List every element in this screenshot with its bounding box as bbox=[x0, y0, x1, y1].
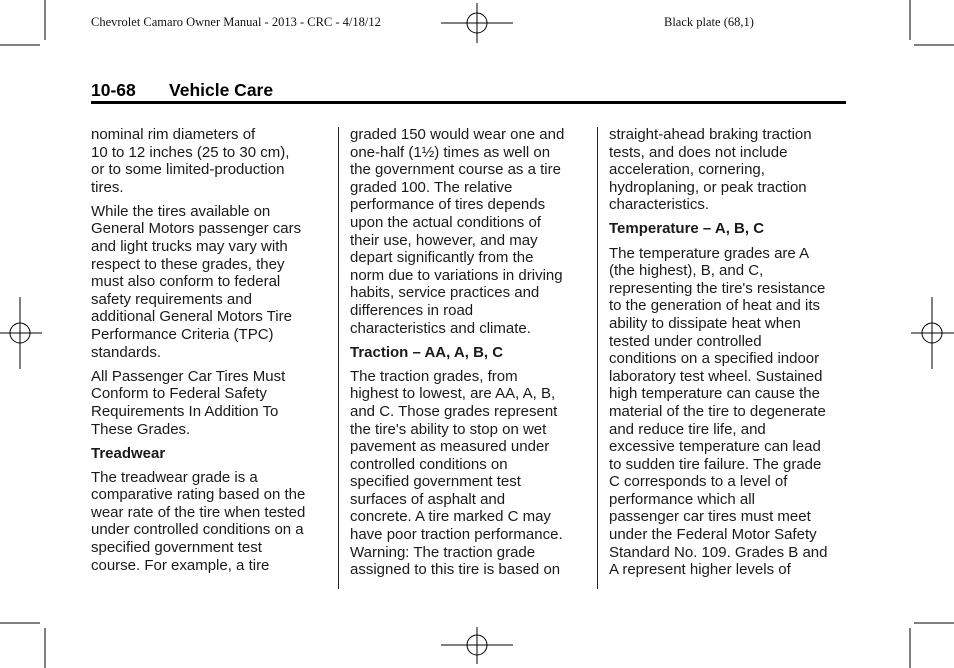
heading-traction: Traction – AA, A, B, C bbox=[350, 343, 504, 361]
column-divider-1 bbox=[338, 127, 339, 589]
text-line: excessive temperature can lead bbox=[609, 438, 821, 456]
text-line: high temperature can cause the bbox=[609, 385, 820, 403]
text-line: ability to dissipate heat when bbox=[609, 314, 801, 332]
text-line: conditions on a specified indoor bbox=[609, 350, 820, 368]
text-line: differences in road bbox=[350, 301, 474, 319]
paragraph-temperature bbox=[609, 245, 845, 579]
text-line: straight-ahead braking traction bbox=[609, 126, 812, 143]
text-line: habits, service practices and bbox=[350, 284, 540, 302]
text-line: C corresponds to a level of bbox=[609, 473, 788, 491]
text-line: highest to lowest, are AA, A, B, bbox=[350, 385, 556, 403]
print-slug-right: Black plate (68,1) bbox=[664, 15, 754, 29]
text-line: graded 100. The relative bbox=[350, 178, 513, 196]
text-line: specified government test bbox=[350, 473, 521, 491]
text-line: controlled conditions on bbox=[350, 455, 508, 473]
text-line: tested under controlled bbox=[609, 332, 762, 350]
text-line: (the highest), B, and C, bbox=[609, 262, 764, 280]
text-line: concrete. A tire marked C may bbox=[350, 508, 551, 526]
paragraph-rim-diameters bbox=[91, 126, 327, 196]
text-line: the tire's ability to stop on wet bbox=[350, 420, 547, 438]
text-column-2 bbox=[350, 126, 586, 585]
text-line: Requirements In Addition To bbox=[91, 402, 279, 420]
text-line: have poor traction performance. bbox=[350, 526, 563, 544]
text-line: additional General Motors Tire bbox=[91, 308, 292, 326]
paragraph-treadwear bbox=[91, 469, 327, 575]
text-line: safety requirements and bbox=[91, 290, 252, 308]
text-line: 10 to 12 inches (25 to 30 cm), bbox=[91, 143, 290, 161]
text-line: laboratory test wheel. Sustained bbox=[609, 367, 823, 385]
text-line: Standard No. 109. Grades B and bbox=[609, 543, 828, 561]
text-line: course. For example, a tire bbox=[91, 556, 270, 574]
text-line: under the Federal Motor Safety bbox=[609, 526, 817, 544]
heading-treadwear: Treadwear bbox=[91, 444, 166, 462]
heading-temperature: Temperature – A, B, C bbox=[609, 220, 765, 238]
text-line: or to some limited-production bbox=[91, 161, 285, 179]
paragraph-traction bbox=[350, 368, 586, 579]
column-divider-2 bbox=[597, 127, 598, 589]
section-title: Vehicle Care bbox=[169, 80, 274, 100]
paragraph-traction-continued bbox=[609, 126, 845, 214]
text-line: one-half (1½) times as well on bbox=[350, 143, 551, 161]
text-line: The traction grades, from bbox=[350, 367, 518, 385]
page-header bbox=[91, 80, 846, 101]
text-line: tires. bbox=[91, 178, 124, 196]
text-line: their use, however, and may bbox=[350, 231, 538, 249]
text-column-1 bbox=[91, 126, 327, 581]
text-line: All Passenger Car Tires Must bbox=[91, 367, 286, 385]
registration-mark-top bbox=[441, 3, 513, 43]
text-line: Warning: The traction grade bbox=[350, 543, 536, 561]
text-line: characteristics and climate. bbox=[350, 319, 531, 337]
text-line: pavement as measured under bbox=[350, 438, 550, 456]
text-line: The treadwear grade is a bbox=[91, 468, 258, 486]
header-rule bbox=[91, 101, 846, 104]
text-line: nominal rim diameters of bbox=[91, 126, 256, 143]
text-line: A represent higher levels of bbox=[609, 561, 791, 579]
text-line: depart significantly from the bbox=[350, 249, 534, 267]
text-line: under controlled conditions on a bbox=[91, 521, 304, 539]
text-line: General Motors passenger cars bbox=[91, 220, 302, 238]
registration-mark-bottom bbox=[441, 627, 513, 664]
text-line: Conform to Federal Safety bbox=[91, 385, 267, 403]
text-line: standards. bbox=[91, 343, 162, 361]
paragraph-gm-tires bbox=[91, 203, 327, 361]
paragraph-federal-conformance bbox=[91, 368, 327, 438]
text-line: wear rate of the tire when tested bbox=[91, 503, 306, 521]
text-line: respect to these grades, they bbox=[91, 255, 285, 273]
text-line: passenger car tires must meet bbox=[609, 508, 811, 526]
text-line: and light trucks may vary with bbox=[91, 238, 288, 256]
text-line: These Grades. bbox=[91, 420, 191, 438]
registration-mark-right bbox=[911, 297, 954, 369]
text-line: and C. Those grades represent bbox=[350, 402, 558, 420]
text-line: to the generation of heat and its bbox=[609, 297, 820, 315]
text-line: tests, and does not include bbox=[609, 143, 788, 161]
text-line: The temperature grades are A bbox=[609, 244, 810, 262]
text-line: specified government test bbox=[91, 539, 262, 557]
text-line: must also conform to federal bbox=[91, 273, 281, 291]
text-line: material of the tire to degenerate bbox=[609, 402, 826, 420]
text-line: surfaces of asphalt and bbox=[350, 490, 506, 508]
text-column-3 bbox=[609, 126, 845, 585]
text-line: While the tires available on bbox=[91, 202, 271, 220]
text-line: comparative rating based on the bbox=[91, 486, 306, 504]
text-line: hydroplaning, or peak traction bbox=[609, 178, 807, 196]
text-line: representing the tire's resistance bbox=[609, 279, 826, 297]
paragraph-treadwear-continued bbox=[350, 126, 586, 337]
print-slug-left: Chevrolet Camaro Owner Manual - 2013 - CRC - 4/18/12 bbox=[91, 15, 381, 29]
text-line: performance which all bbox=[609, 490, 755, 508]
text-line: performance of tires depends bbox=[350, 196, 546, 214]
text-line: graded 150 would wear one and bbox=[350, 126, 565, 143]
text-line: and reduce tire life, and bbox=[609, 420, 766, 438]
text-line: Performance Criteria (TPC) bbox=[91, 326, 274, 344]
text-line: characteristics. bbox=[609, 196, 710, 214]
registration-mark-left bbox=[0, 297, 42, 369]
text-line: assigned to this tire is based on bbox=[350, 561, 561, 579]
text-line: upon the actual conditions of bbox=[350, 213, 541, 231]
text-line: the government course as a tire bbox=[350, 161, 561, 179]
text-line: to sudden tire failure. The grade bbox=[609, 455, 822, 473]
page-number: 10-68 bbox=[91, 80, 136, 100]
text-line: acceleration, cornering, bbox=[609, 161, 765, 179]
text-line: norm due to variations in driving bbox=[350, 266, 563, 284]
